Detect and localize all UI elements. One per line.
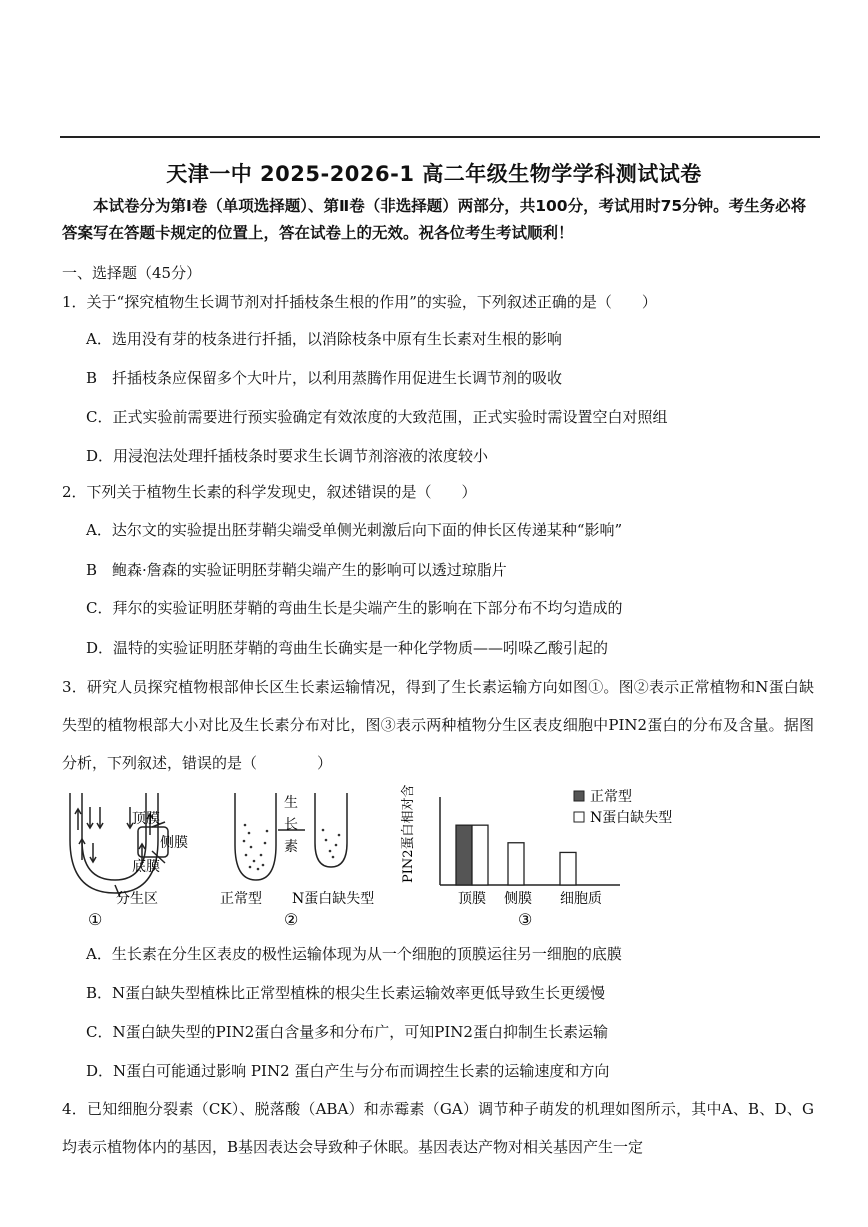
fig3-number: ③ <box>518 910 533 929</box>
legend-label-mutant: N蛋白缺失型 <box>590 810 673 826</box>
question-2-stem: 2．下列关于植物生长素的科学发现史，叙述错误的是（ ） <box>62 483 477 501</box>
q3-option-c: C．N蛋白缺失型的PIN2蛋白含量多和分布广，可知PIN2蛋白抑制生长素运输 <box>86 1023 608 1041</box>
q2-option-c: C．拜尔的实验证明胚芽鞘的弯曲生长是尖端产生的影响在下部分布不均匀造成的 <box>86 599 623 617</box>
exam-intro: 本试卷分为第Ⅰ卷（单项选择题）、第Ⅱ卷（非选择题）两部分，共100分，考试用时75分钟。考生务必将答案写在答题卡规定的位置上，答在试卷上的无效。祝各位考生考试顺利！ <box>62 197 807 242</box>
q2-option-a: A．达尔文的实验提出胚芽鞘尖端受单侧光刺激后向下面的伸长区传递某种“影响” <box>86 521 623 539</box>
figure-1-root-diagram <box>70 793 168 897</box>
fig1-label-bottom-membrane: 底膜 <box>132 859 160 875</box>
q1-option-a: A．选用没有芽的枝条进行扦插，以消除枝条中原有生长素对生根的影响 <box>86 330 562 348</box>
fig1-label-side-membrane: 侧膜 <box>160 835 188 851</box>
section-heading: 一、选择题（45分） <box>62 264 202 282</box>
fig2-caption-mutant: N蛋白缺失型 <box>292 891 375 907</box>
question-3-figure <box>60 785 760 935</box>
fig1-label-top-membrane: 顶膜 <box>132 811 160 827</box>
bar-mutant-2 <box>560 852 576 885</box>
fig2-label-auxin-3: 素 <box>284 839 298 855</box>
q2-option-d: D．温特的实验证明胚芽鞘的弯曲生长确实是一种化学物质——吲哚乙酸引起的 <box>86 639 609 657</box>
header-rule <box>60 136 820 138</box>
chart-ylabel: PIN2蛋白相对含量 <box>401 785 416 883</box>
bar-normal-0 <box>456 825 472 885</box>
q1-option-d: D．用浸泡法处理扦插枝条时要求生长调节剂溶液的浓度较小 <box>86 447 489 465</box>
chart-category-label-1: 侧膜 <box>504 891 532 907</box>
fig2-label-auxin-1: 生 <box>284 795 298 811</box>
fig1-label-meristem: 分生区 <box>116 891 158 907</box>
q3-option-b: B．N蛋白缺失型植株比正常型植株的根尖生长素运输效率更低导致生长更缓慢 <box>86 984 606 1002</box>
question-1-stem: 1．关于“探究植物生长调节剂对扦插枝条生根的作用”的实验，下列叙述正确的是（ ） <box>62 293 657 311</box>
q3-option-a: A．生长素在分生区表皮的极性运输体现为从一个细胞的顶膜运往另一细胞的底膜 <box>86 945 622 963</box>
legend-label-normal: 正常型 <box>590 789 632 805</box>
q3-option-d: D．N蛋白可能通过影响 PIN2 蛋白产生与分布而调控生长素的运输速度和方向 <box>86 1062 610 1080</box>
legend-swatch-normal <box>574 791 584 801</box>
fig2-caption-normal: 正常型 <box>220 891 262 907</box>
q1-option-c: C．正式实验前需要进行预实验确定有效浓度的大致范围，正式实验时需设置空白对照组 <box>86 408 668 426</box>
fig1-number: ① <box>88 910 103 929</box>
q2-option-b: B 鲍森·詹森的实验证明胚芽鞘尖端产生的影响可以透过琼脂片 <box>86 561 507 579</box>
question-3-stem: 3．研究人员探究植物根部伸长区生长素运输情况，得到了生长素运输方向如图①。图②表示正常植物和N蛋白缺失型的植物根部大小对比及生长素分布对比，图③表示两种植物分生区表皮细胞中PIN2蛋白的分布及含量。据图分析，下列叙述，错误的是（ ） <box>62 678 814 772</box>
q1-option-b: B 扦插枝条应保留多个大叶片，以利用蒸腾作用促进生长调节剂的吸收 <box>86 369 563 387</box>
chart-legend <box>574 788 672 826</box>
bar-mutant-0 <box>472 825 488 885</box>
legend-swatch-mutant <box>574 812 584 822</box>
bar-mutant-1 <box>508 843 524 885</box>
chart-category-label-2: 细胞质 <box>560 891 602 907</box>
question-4-stem: 4．已知细胞分裂素（CK）、脱落酸（ABA）和赤霉素（GA）调节种子萌发的机理如图所示，其中A、B、D、G均表示植物体内的基因，B基因表达会导致种子休眠。基因表达产物对相关基因产生一定 <box>62 1100 814 1156</box>
exam-title: 天津一中 2025-2026-1 高二年级生物学学科测试试卷 <box>166 162 702 186</box>
fig2-label-auxin-2: 长 <box>284 817 298 833</box>
fig2-number: ② <box>284 910 299 929</box>
chart-category-label-0: 顶膜 <box>458 891 486 907</box>
